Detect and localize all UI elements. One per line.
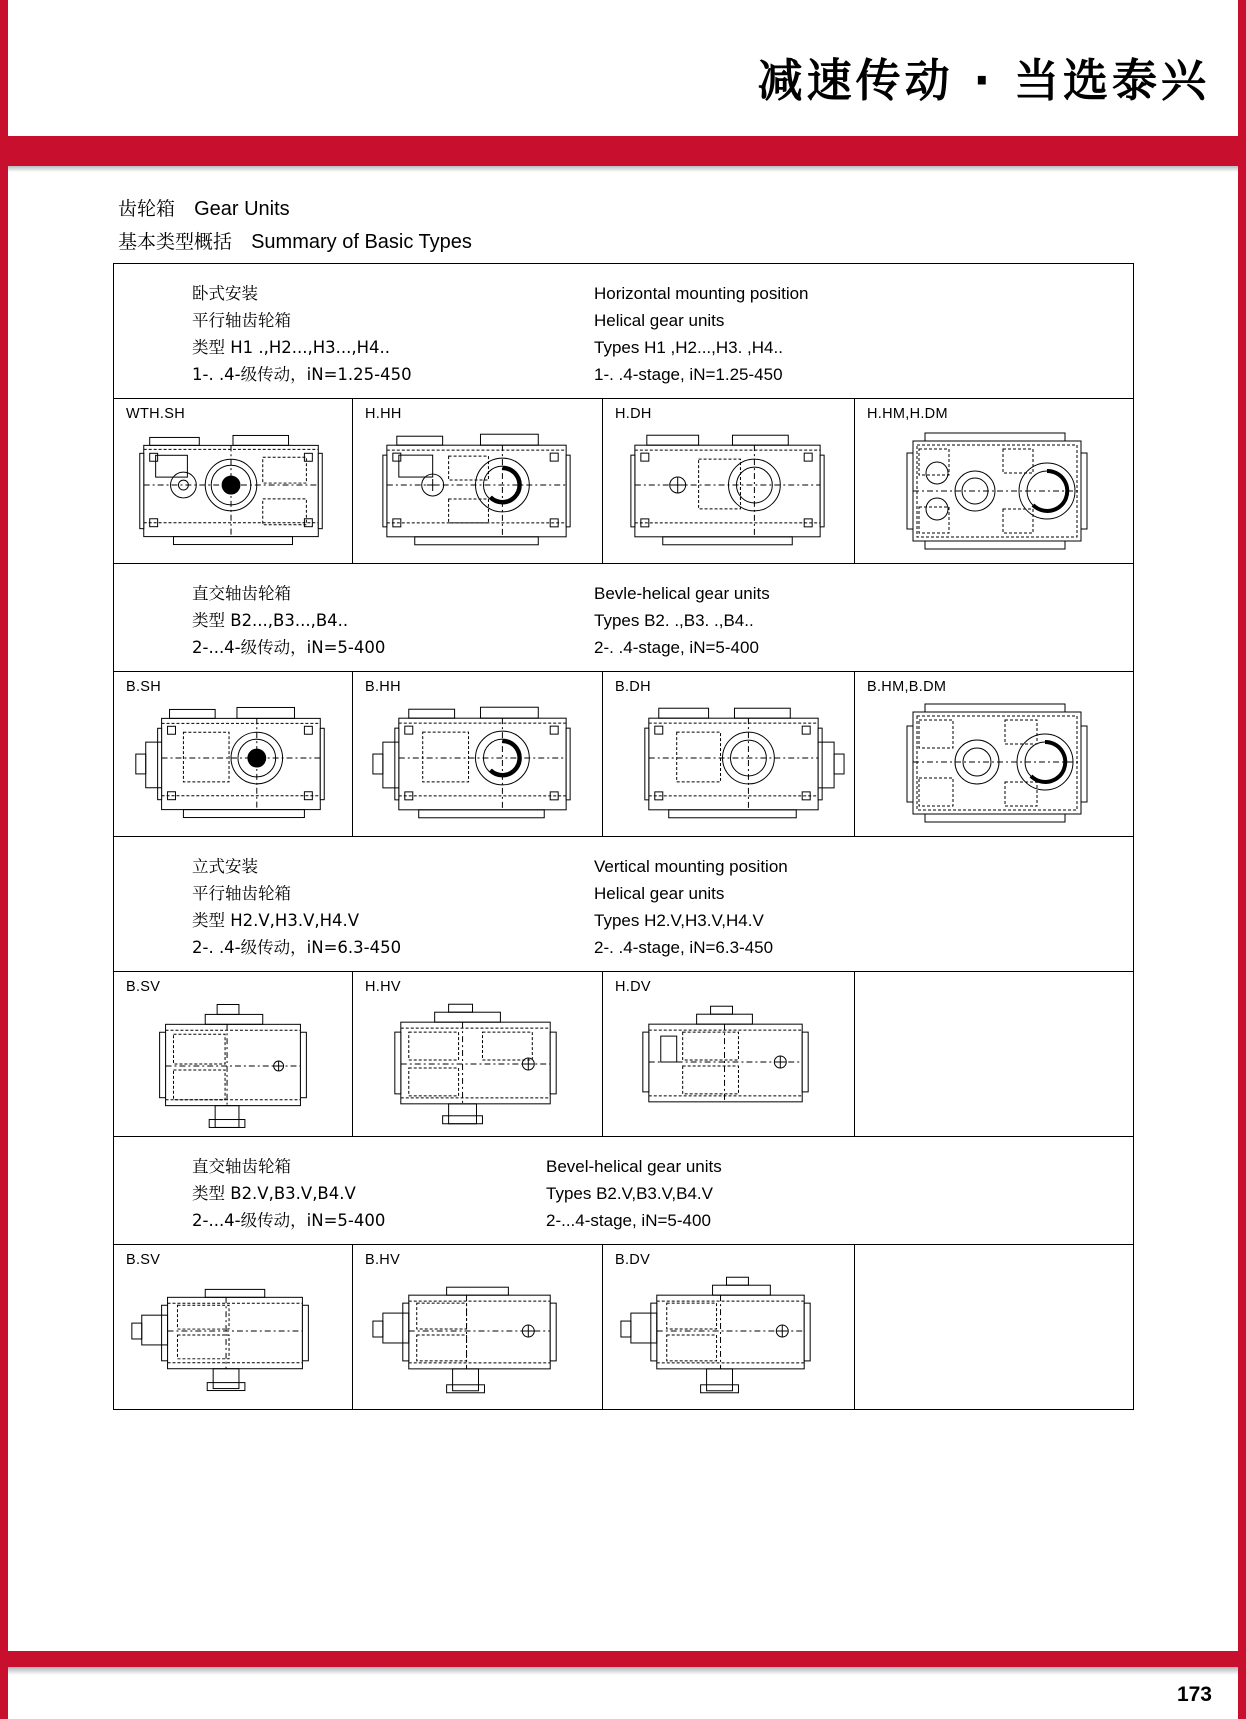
section-3-zh-line-4: 2-. .4-级传动，iN=6.3-450 (192, 938, 402, 957)
section-4-en-line-2: Types B2.V,B3.V,B4.V (546, 1184, 713, 1203)
section-vertical-helical-text (114, 837, 1133, 971)
header-red-rule (8, 136, 1238, 166)
figure-cell-b-dh (603, 672, 855, 836)
section-1-zh-line-2: 平行轴齿轮箱 (192, 311, 291, 330)
title-line-2-zh: 基本类型概括 (118, 231, 233, 253)
figure-label-b-sh: B.SH (126, 679, 162, 695)
section-1-zh-line-1: 卧式安装 (192, 284, 258, 303)
section-2-zh-line-2: 类型 B2...,B3...,B4.. (192, 611, 349, 630)
section-4-en-line-1: Bevel-helical gear units (546, 1157, 722, 1176)
section-4-zh-line-3: 2-...4-级传动，iN=5-400 (192, 1211, 386, 1230)
figure-cell-b-hm-dm (855, 672, 1133, 836)
section-3-zh-line-3: 类型 H2.V,H3.V,H4.V (192, 911, 360, 930)
figure-cell-b-sh (114, 672, 353, 836)
figure-label-b-dh: B.DH (615, 679, 651, 695)
figure-cell-empty-2 (855, 1245, 1133, 1409)
section-1-zh-column (114, 280, 522, 388)
figure-row-vertical-bevel (114, 1244, 1133, 1409)
gearbox-drawing-h-dv (603, 996, 854, 1130)
section-4-zh-column (114, 1153, 522, 1234)
section-4-zh-line-1: 直交轴齿轮箱 (192, 1157, 291, 1176)
gearbox-drawing-b-dh (603, 696, 854, 830)
figure-label-b-hh: B.HH (365, 679, 401, 695)
basic-types-table (113, 263, 1134, 1410)
gearbox-drawing-h-dh (603, 423, 854, 557)
section-2-en-line-2: Types B2. .,B3. .,B4.. (594, 611, 754, 630)
right-accent-bar (1238, 0, 1246, 1719)
left-accent-bar (0, 0, 8, 1719)
section-3-en-line-2: Helical gear units (594, 884, 725, 903)
section-1-zh-line-3: 类型 H1 .,H2...,H3...,H4.. (192, 338, 391, 357)
section-1-en-line-1: Horizontal mounting position (594, 284, 809, 303)
section-3-zh-line-1: 立式安装 (192, 857, 258, 876)
section-2-en-column (522, 580, 1133, 661)
header-slogan: 减速传动 · 当选泰兴 (757, 54, 1210, 107)
gearbox-drawing-b-dv (603, 1269, 854, 1403)
section-1-en-line-4: 1-. .4-stage, iN=1.25-450 (594, 365, 783, 384)
section-1-en-line-2: Helical gear units (594, 311, 725, 330)
figure-label-b-sv: B.SV (126, 979, 161, 995)
gearbox-drawing-h-hh (353, 423, 602, 557)
title-line-1-zh: 齿轮箱 (118, 198, 176, 220)
section-3-en-column (522, 853, 1133, 961)
section-4-zh-line-2: 类型 B2.V,B3.V,B4.V (192, 1184, 356, 1203)
figure-label-h-dv: H.DV (615, 979, 651, 995)
section-2-zh-column (114, 580, 522, 661)
figure-cell-b-sv (114, 972, 353, 1136)
section-vertical-bevel-text (114, 1137, 1133, 1244)
section-1-zh-line-4: 1-. .4-级传动，iN=1.25-450 (192, 365, 412, 384)
section-3-zh-column (114, 853, 522, 961)
figure-cell-wth-sh (114, 399, 353, 563)
section-4-en-line-3: 2-...4-stage, iN=5-400 (546, 1211, 711, 1230)
figure-label-h-hv: H.HV (365, 979, 401, 995)
section-1-en-column (522, 280, 1133, 388)
section-3-zh-line-2: 平行轴齿轮箱 (192, 884, 291, 903)
figure-row-vertical-helical (114, 971, 1133, 1137)
figure-cell-h-hv (353, 972, 603, 1136)
figure-cell-b-sv-2 (114, 1245, 353, 1409)
title-line-1-en: Gear Units (194, 198, 290, 220)
footer-rule-shadow (8, 1667, 1238, 1675)
footer-red-rule (8, 1651, 1238, 1667)
figure-row-horizontal-helical (114, 398, 1133, 564)
gearbox-drawing-wth-sh (114, 423, 352, 557)
section-horizontal-helical-text (114, 264, 1133, 398)
figure-label-b-sv-2: B.SV (126, 1252, 161, 1268)
figure-cell-h-hh (353, 399, 603, 563)
figure-cell-h-dh (603, 399, 855, 563)
figure-cell-empty-1 (855, 972, 1133, 1136)
figure-cell-b-dv (603, 1245, 855, 1409)
section-2-zh-line-1: 直交轴齿轮箱 (192, 584, 291, 603)
figure-row-horizontal-bevel (114, 671, 1133, 837)
gearbox-drawing-h-hv (353, 996, 602, 1130)
title-line-2-en: Summary of Basic Types (251, 231, 472, 253)
gearbox-drawing-b-hh (353, 696, 602, 830)
figure-cell-b-hv (353, 1245, 603, 1409)
gearbox-drawing-b-sv-2 (114, 1269, 352, 1403)
title-line-1 (118, 192, 918, 225)
figure-label-b-hm-dm: B.HM,B.DM (867, 679, 947, 695)
gearbox-drawing-h-hm-dm (855, 423, 1133, 557)
figure-label-h-hh: H.HH (365, 406, 402, 422)
gearbox-drawing-b-hm-dm (855, 696, 1133, 830)
figure-cell-h-hm-dm (855, 399, 1133, 563)
title-line-2 (118, 225, 918, 258)
gearbox-drawing-b-sv (114, 996, 352, 1130)
gearbox-drawing-b-sh (114, 696, 352, 830)
document-titles (118, 192, 918, 258)
section-3-en-line-3: Types H2.V,H3.V,H4.V (594, 911, 764, 930)
figure-label-h-dh: H.DH (615, 406, 652, 422)
section-2-zh-line-3: 2-...4-级传动，iN=5-400 (192, 638, 386, 657)
figure-cell-h-dv (603, 972, 855, 1136)
header-rule-shadow (8, 166, 1238, 172)
figure-cell-b-hh (353, 672, 603, 836)
section-2-en-line-1: Bevle-helical gear units (594, 584, 770, 603)
figure-label-wth-sh: WTH.SH (126, 406, 185, 422)
page-number: 173 (1176, 1683, 1212, 1706)
figure-label-b-dv: B.DV (615, 1252, 651, 1268)
section-3-en-line-4: 2-. .4-stage, iN=6.3-450 (594, 938, 774, 957)
section-4-en-column (522, 1153, 1133, 1234)
page-header (8, 0, 1238, 130)
section-2-en-line-3: 2-. .4-stage, iN=5-400 (594, 638, 759, 657)
section-horizontal-bevel-text (114, 564, 1133, 671)
section-1-en-line-3: Types H1 ,H2...,H3. ,H4.. (594, 338, 783, 357)
gearbox-drawing-b-hv (353, 1269, 602, 1403)
figure-label-b-hv: B.HV (365, 1252, 401, 1268)
figure-label-h-hm-dm: H.HM,H.DM (867, 406, 948, 422)
section-3-en-line-1: Vertical mounting position (594, 857, 788, 876)
